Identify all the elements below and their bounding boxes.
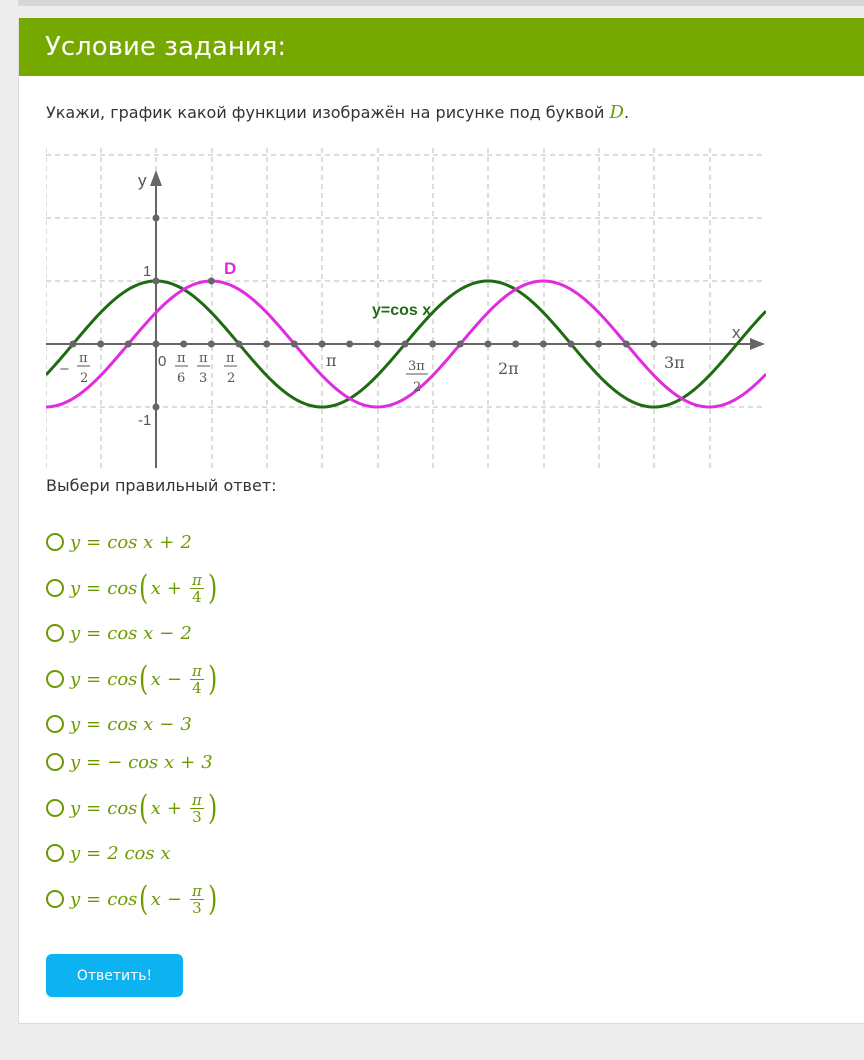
option-2-formula[interactable]: [70, 568, 219, 608]
question-letter: D: [609, 102, 624, 123]
label-3pi2-num: 3π: [408, 359, 425, 374]
option-4-x: x: [150, 668, 161, 690]
axis-tick-dot: [485, 341, 492, 348]
option-1[interactable]: [46, 524, 192, 560]
axis-tick-dot: [236, 341, 243, 348]
task-card: [18, 18, 864, 1024]
option-4-eq: =: [86, 668, 102, 690]
option-9-eq: =: [86, 888, 102, 910]
option-3-formula[interactable]: [70, 623, 192, 644]
option-7-fn: cos: [107, 797, 138, 819]
option-1-op: +: [159, 531, 175, 553]
option-1-const: 2: [180, 531, 192, 553]
option-7-num: π: [191, 790, 202, 809]
label-2pi: 2π: [498, 359, 519, 378]
option-3-y: y: [70, 622, 81, 644]
option-2-op: +: [166, 577, 182, 599]
option-4-radio[interactable]: [46, 670, 64, 688]
option-5-op: −: [159, 713, 175, 735]
axis-tick-dot: [291, 341, 298, 348]
option-5-y: y: [70, 713, 81, 735]
option-2-lparen: (: [139, 568, 149, 608]
option-9-fn: cos: [107, 888, 138, 910]
option-3-op: −: [159, 622, 175, 644]
option-4-formula[interactable]: [70, 659, 219, 699]
answer-prompt: Выбери правильный ответ:: [46, 476, 277, 495]
axis-tick-dot: [512, 341, 519, 348]
axis-tick-dot: [153, 341, 160, 348]
axis-tick-dot: [180, 341, 187, 348]
function-graph: [46, 148, 766, 468]
option-7-y: y: [70, 797, 81, 819]
option-3[interactable]: [46, 615, 192, 651]
y-axis-arrow: [150, 170, 162, 186]
option-3-const: 2: [180, 622, 192, 644]
label-d: D: [224, 259, 237, 278]
label-cos: y=cos x: [372, 302, 432, 319]
option-2[interactable]: [46, 570, 219, 606]
option-2-eq: =: [86, 577, 102, 599]
label-pi2-num: π: [226, 351, 235, 366]
axis-tick-dot: [153, 215, 160, 222]
option-7-rparen: ): [207, 788, 218, 828]
axis-tick-dot: [346, 341, 353, 348]
option-6[interactable]: [46, 744, 213, 780]
option-4[interactable]: [46, 661, 219, 697]
axis-tick-dot: [429, 341, 436, 348]
option-8-formula[interactable]: [70, 843, 170, 864]
option-6-const: 3: [201, 751, 213, 773]
option-1-radio[interactable]: [46, 533, 64, 551]
option-2-y: y: [70, 577, 81, 599]
axis-tick-dot: [208, 341, 215, 348]
task-title: Условие задания:: [45, 32, 287, 62]
label-three-pi-half: [406, 359, 428, 395]
option-6-eq: =: [86, 751, 102, 773]
axis-y-label: y: [138, 171, 147, 190]
option-4-fraction: [190, 663, 204, 696]
option-4-num: π: [191, 661, 202, 680]
top-strip: [18, 0, 864, 6]
label-pi-sixth: [175, 351, 188, 386]
option-6-fn: − cos x: [107, 751, 175, 773]
option-5-formula[interactable]: [70, 714, 192, 735]
option-7-lparen: (: [139, 788, 149, 828]
option-7-op: +: [166, 797, 182, 819]
option-7-radio[interactable]: [46, 799, 64, 817]
axis-x-label: x: [732, 323, 741, 342]
axis-tick-dot: [374, 341, 381, 348]
axis-tick-dot: [651, 341, 658, 348]
option-5-const: 3: [180, 713, 192, 735]
option-9-y: y: [70, 888, 81, 910]
option-2-fn: cos: [107, 577, 138, 599]
option-9-fraction: [190, 883, 204, 916]
axis-tick-dot: [623, 341, 630, 348]
label-minus-one: -1: [138, 412, 152, 429]
label-minus-sign: −: [59, 362, 70, 377]
label-pi: π: [326, 351, 337, 370]
option-6-radio[interactable]: [46, 753, 64, 771]
option-7-fraction: [190, 792, 204, 825]
option-9-rparen: ): [207, 879, 218, 919]
option-8-eq: =: [86, 842, 102, 864]
axis-tick-dot: [568, 341, 575, 348]
label-zero: 0: [158, 353, 167, 370]
label-pi6-den: 6: [177, 371, 186, 386]
label-pi-half: [224, 351, 237, 386]
option-9-lparen: (: [139, 879, 149, 919]
option-2-den: 4: [192, 587, 202, 606]
option-7-x: x: [150, 797, 161, 819]
option-4-op: −: [166, 668, 182, 690]
option-4-den: 4: [192, 678, 202, 697]
option-8-fn: 2 cos x: [107, 842, 171, 864]
option-9[interactable]: [46, 881, 219, 917]
option-9-formula[interactable]: [70, 879, 219, 919]
axis-tick-dot: [263, 341, 270, 348]
option-1-formula[interactable]: [70, 532, 192, 553]
option-7-den: 3: [192, 807, 202, 826]
label-3pi: 3π: [664, 353, 685, 372]
option-8-y: y: [70, 842, 81, 864]
option-4-y: y: [70, 668, 81, 690]
submit-answer-button[interactable]: Ответить!: [46, 954, 183, 997]
label-pi3-num: π: [199, 351, 208, 366]
option-3-eq: =: [86, 622, 102, 644]
label-pi2-den: 2: [227, 371, 236, 386]
question-period: .: [623, 103, 630, 122]
axis-tick-dot: [97, 341, 104, 348]
option-2-x: x: [150, 577, 161, 599]
option-4-fn: cos: [107, 668, 138, 690]
label-pi3-den: 3: [199, 371, 208, 386]
option-8-radio[interactable]: [46, 844, 64, 862]
label-minus-pi-num: π: [79, 351, 88, 366]
option-6-formula[interactable]: [70, 752, 213, 773]
option-9-num: π: [191, 881, 202, 900]
axis-tick-dot: [70, 341, 77, 348]
axis-tick-dot: [319, 341, 326, 348]
label-minus-pi-den: 2: [80, 371, 89, 386]
option-4-lparen: (: [139, 659, 149, 699]
option-2-fraction: [190, 572, 204, 605]
axis-tick-dot: [153, 278, 160, 285]
option-9-x: x: [150, 888, 161, 910]
option-7[interactable]: [46, 790, 219, 826]
task-header: [19, 18, 864, 76]
option-1-eq: =: [86, 531, 102, 553]
option-2-rparen: ): [207, 568, 218, 608]
option-3-fn: cos x: [107, 622, 154, 644]
label-one: 1: [143, 263, 152, 280]
option-1-fn: cos x: [107, 531, 154, 553]
option-8[interactable]: [46, 835, 170, 871]
option-5-fn: cos x: [107, 713, 154, 735]
option-1-y: y: [70, 531, 81, 553]
axis-tick-dot: [153, 404, 160, 411]
x-axis-arrow: [750, 338, 765, 350]
option-9-den: 3: [192, 898, 202, 917]
option-2-num: π: [191, 570, 202, 589]
question-body: Укажи, график какой функции изображён на рисунке под буквой: [46, 103, 605, 122]
axis-tick-dot: [540, 341, 547, 348]
graph-axes: [46, 170, 765, 468]
option-5-radio[interactable]: [46, 715, 64, 733]
option-6-y: y: [70, 751, 81, 773]
option-5-eq: =: [86, 713, 102, 735]
option-9-op: −: [166, 888, 182, 910]
option-9-radio[interactable]: [46, 890, 64, 908]
axis-tick-dot: [402, 341, 409, 348]
option-5[interactable]: [46, 706, 192, 742]
option-2-radio[interactable]: [46, 579, 64, 597]
option-3-radio[interactable]: [46, 624, 64, 642]
question-text: [46, 102, 629, 123]
label-pi-third: [197, 351, 210, 386]
axis-tick-dot: [125, 341, 132, 348]
axis-tick-dot: [595, 341, 602, 348]
label-pi6-num: π: [177, 351, 186, 366]
axis-tick-dot: [208, 278, 215, 285]
option-7-eq: =: [86, 797, 102, 819]
option-7-formula[interactable]: [70, 788, 219, 828]
option-6-op: +: [180, 751, 196, 773]
axis-tick-dot: [457, 341, 464, 348]
label-3pi2-den: 2: [413, 380, 422, 395]
option-4-rparen: ): [207, 659, 218, 699]
